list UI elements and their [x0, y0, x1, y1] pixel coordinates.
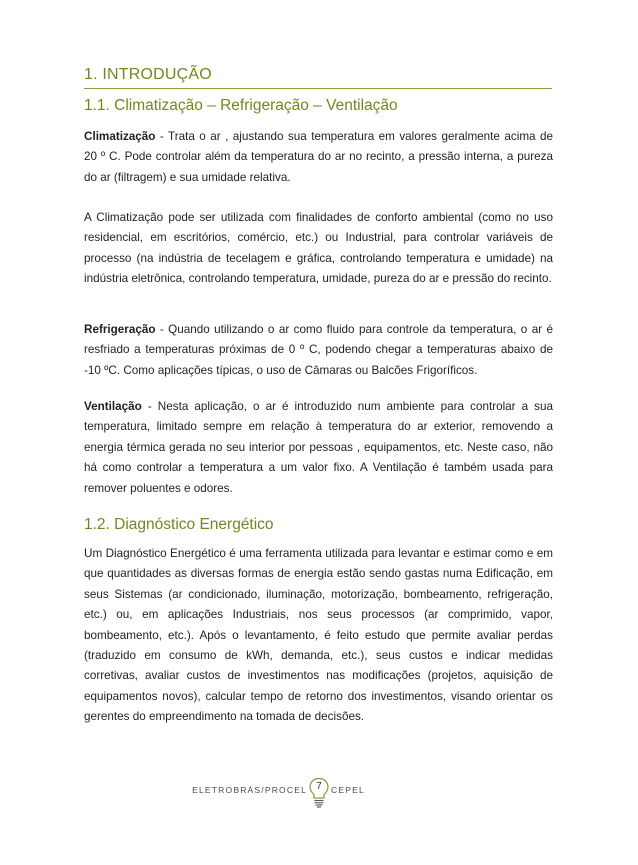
paragraph-diagnostico: Um Diagnóstico Energético é uma ferramenta utilizada para levantar e estimar como e em que quantidades as diversas formas de energia estão sendo gastas numa Edificação, em seus Sistemas (ar condicionado, iluminação, motorização, bombeamento, refrigeração, etc.) ou, em aplicações Industriais, nos seus processos (ar comprimido, vapor, bombeamento, etc.). Após o levantamento, é feito estudo que permite avaliar perdas (traduzido em consumo de kWh, demanda, etc.), seus custos e indicar medidas corretivas, avaliar custos de investimentos nas modificações (projetos, aquisição de equipamentos novos), calcular tempo de retorno dos investimentos, visando orientar os gerentes do empreendimento na tomada de decisões. [84, 547, 553, 724]
footer-organization: CEPEL [331, 785, 365, 795]
lightbulb-icon [308, 777, 330, 809]
paragraph-refrigeracao [84, 320, 553, 381]
paragraph-text: - Quando utilizando o ar como fluido para controle da temperatura, o ar é resfriado a temperaturas próximas de 0 º C, podendo chegar a temperaturas abaixo de -10 ºC. Como aplicações típicas, o uso de Câmaras ou Balcões Frigoríficos. [84, 323, 553, 377]
term-ventilacao: Ventilação [84, 400, 142, 413]
term-climatizacao: Climatização [84, 130, 156, 143]
section-title: 1. INTRODUÇÃO [84, 66, 212, 83]
paragraph-climatizacao [84, 127, 553, 188]
subsection-title-climatizacao: 1.1. Climatização – Refrigeração – Ventilação [84, 97, 398, 114]
paragraph-ventilacao [84, 397, 553, 499]
section-divider [84, 88, 552, 89]
subsection-title-diagnostico: 1.2. Diagnóstico Energético [84, 516, 274, 533]
page-number: 7 [316, 781, 322, 792]
paragraph-text: - Trata o ar , ajustando sua temperatura em valores geralmente acima de 20 º C. Pode controlar além da temperatura do ar no recinto, a pressão interna, a pureza do ar (filtragem) e sua umidade relativa. [84, 130, 553, 184]
page-footer [0, 780, 638, 810]
term-refrigeracao: Refrigeração [84, 323, 156, 336]
paragraph-aplicacoes: A Climatização pode ser utilizada com finalidades de conforto ambiental (como no uso residencial, em escritórios, comércio, etc.) ou Industrial, para controlar variáveis de processo (na indústria de tecelagem e gráfica, controlando temperatura e umidade) na indústria eletrônica, controlando temperatura, umidade, pureza do ar e pressão do recinto. [84, 211, 553, 286]
footer-publisher: ELETROBRÁS/PROCEL [192, 785, 307, 795]
paragraph-text: - Nesta aplicação, o ar é introduzido num ambiente para controlar a sua temperatura, limitado sempre em relação à temperatura do ar exterior, removendo a energia térmica gerada no seu interior por pessoas , equipamentos, etc. Neste caso, não há como controlar a temperatura a um valor fixo. A Ventilação é também usada para remover poluentes e odores. [84, 400, 553, 495]
